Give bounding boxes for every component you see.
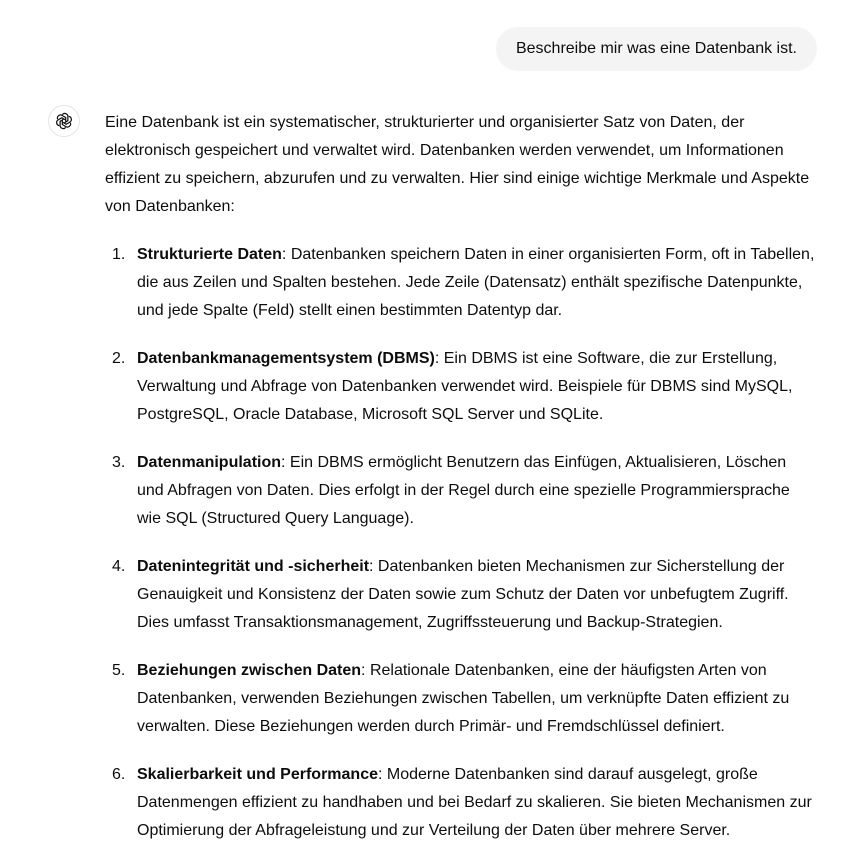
list-item-text: : Ein DBMS ermöglicht Benutzern das Einfügen, Aktualisieren, Löschen und Abfragen von Daten. Dies erfolgt in der Regel durch eine spezielle Programmiersprache wie SQL (Structured Query Language). <box>137 454 790 527</box>
user-message-bubble: Beschreibe mir was eine Datenbank ist. <box>496 27 817 71</box>
list-item <box>112 657 817 741</box>
openai-logo-icon <box>48 105 80 137</box>
list-item-title: Datenintegrität und -sicherheit <box>137 558 370 575</box>
list-item-number: 1. <box>112 246 126 263</box>
list-item-text: : Relationale Datenbanken, eine der häufigsten Arten von Datenbanken, verwenden Beziehungen zwischen Tabellen, um verknüpfte Daten effizient zu verwalten. Diese Beziehungen werden durch Primär- und Fremdschlüssel definiert. <box>137 662 790 735</box>
assistant-message <box>105 109 817 865</box>
list-item-number: 4. <box>112 558 126 575</box>
list-item-text: : Moderne Datenbanken sind darauf ausgelegt, große Datenmengen effizient zu handhaben und bei Bedarf zu skalieren. Sie bieten Mechanismen zur Optimierung der Abfrageleistung und zur Verteilung der Daten über mehrere Server. <box>137 766 812 839</box>
list-item-text: : Datenbanken speichern Daten in einer organisierten Form, oft in Tabellen, die aus Zeilen und Spalten bestehen. Jede Zeile (Datensatz) enthält spezifische Datenpunkte, und jede Spalte (Feld) stellt einen bestimmten Datentyp dar. <box>137 246 815 319</box>
list-item-number: 6. <box>112 766 126 783</box>
list-item-number: 3. <box>112 454 126 471</box>
list-item-title: Skalierbarkeit und Performance <box>137 766 378 783</box>
user-message-row <box>496 27 817 71</box>
list-item-text: : Ein DBMS ist eine Software, die zur Erstellung, Verwaltung und Abfrage von Datenbanken verwendet wird. Beispiele für DBMS sind MySQL, PostgreSQL, Oracle Database, Microsoft SQL Server und SQLite. <box>137 350 793 423</box>
list-item-title: Beziehungen zwischen Daten <box>137 662 362 679</box>
list-item-title: Datenbankmanagementsystem (DBMS) <box>137 350 435 367</box>
openai-logo-icon-svg <box>55 112 73 130</box>
list-item <box>112 761 817 845</box>
list-item <box>112 449 817 533</box>
list-item-title: Strukturierte Daten <box>137 246 282 263</box>
list-item <box>112 241 817 325</box>
list-item-title: Datenmanipulation <box>137 454 282 471</box>
list-item-number: 5. <box>112 662 126 679</box>
list-item-number: 2. <box>112 350 126 367</box>
list-item <box>112 553 817 637</box>
assistant-points-list <box>105 241 817 845</box>
assistant-intro-paragraph: Eine Datenbank ist ein systematischer, strukturierter und organisierter Satz von Daten, der elektronisch gespeichert und verwaltet wird. Datenbanken werden verwendet, um Informationen effizient zu speichern, abzurufen und zu verwalten. Hier sind einige wichtige Merkmale und Aspekte von Datenbanken: <box>105 114 810 215</box>
list-item <box>112 345 817 429</box>
list-item-text: : Datenbanken bieten Mechanismen zur Sicherstellung der Genauigkeit und Konsistenz der Daten sowie zum Schutz der Daten vor unbefugtem Zugriff. Dies umfasst Transaktionsmanagement, Zugriffssteuerung und Backup-Strategien. <box>137 558 789 631</box>
